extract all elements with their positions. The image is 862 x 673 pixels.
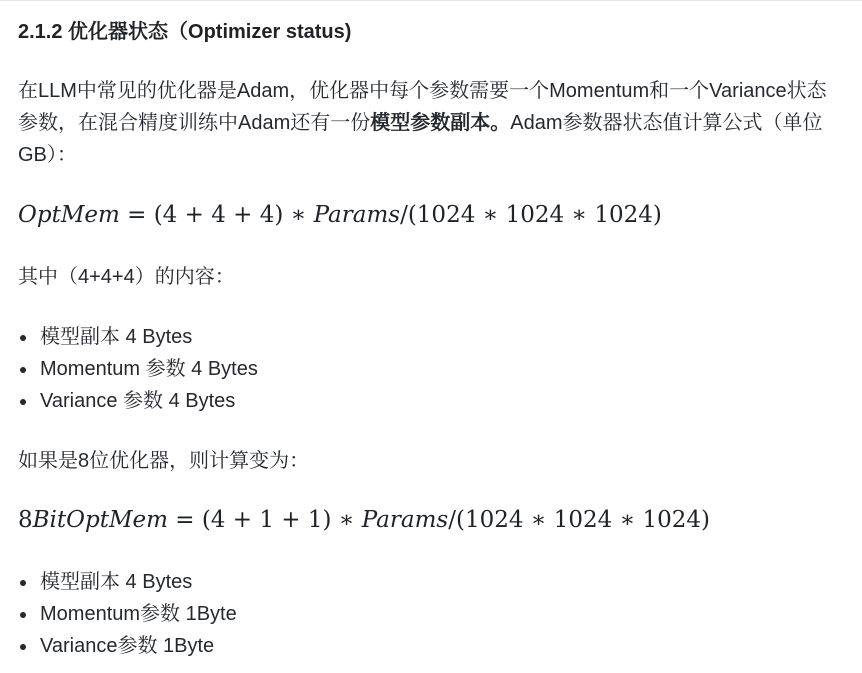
breakdown-title: 其中（4+4+4）的内容： [18,266,235,288]
list-item [18,598,237,630]
eightbit-list [18,566,237,662]
list-item-text: Variance 参数 4 Bytes [40,390,236,412]
list-item-text: Momentum参数 1Byte [40,603,237,625]
bullet-icon [20,580,26,586]
eightbit-title: 如果是8位优化器，则计算变为： [18,450,310,472]
formula-optmem-rhs: /(1024 ∗ 1024 ∗ 1024) [400,202,662,228]
list-item [18,321,258,353]
formula-optmem-params: Params [313,202,401,228]
formula-optmem [18,199,662,231]
list-item [18,566,237,598]
list-item [18,353,258,385]
formula-optmem-middle: = (4 + 4 + 4) ∗ [119,202,314,228]
list-item-text: Variance参数 1Byte [40,635,215,657]
list-item-text: 模型副本 4 Bytes [40,571,193,593]
formula-8bit-optmem [18,504,710,536]
intro-paragraph [18,75,838,171]
section-heading: 2.1.2 优化器状态（Optimizer status) [18,21,352,43]
bullet-icon [20,367,26,373]
intro-text-part2: Adam参数器状态值计算公式（单位GB）： [18,112,823,166]
formula-optmem-lhs: OptMem [18,202,120,228]
bullet-icon [20,399,26,405]
intro-text-part1: 在LLM中常见的优化器是Adam，优化器中每个参数需要一个Momentum和一个Variance状态参数，在混合精度训练中Adam还有一份 [18,80,827,134]
formula-8bit-lhs: BitOptMem [32,507,168,533]
formula-8bit-rhs: /(1024 ∗ 1024 ∗ 1024) [448,507,711,533]
bullet-icon [20,335,26,341]
list-item [18,630,237,662]
formula-8bit-middle: = (4 + 1 + 1) ∗ [167,507,362,533]
formula-8bit-prefix: 8 [18,507,33,533]
bullet-icon [20,612,26,618]
bullet-icon [20,644,26,650]
list-item-text: 模型副本 4 Bytes [40,326,193,348]
intro-bold-text: 模型参数副本。 [370,112,511,134]
list-item-text: Momentum 参数 4 Bytes [40,358,258,380]
list-item [18,385,258,417]
formula-8bit-params: Params [361,507,449,533]
breakdown-list [18,321,258,417]
